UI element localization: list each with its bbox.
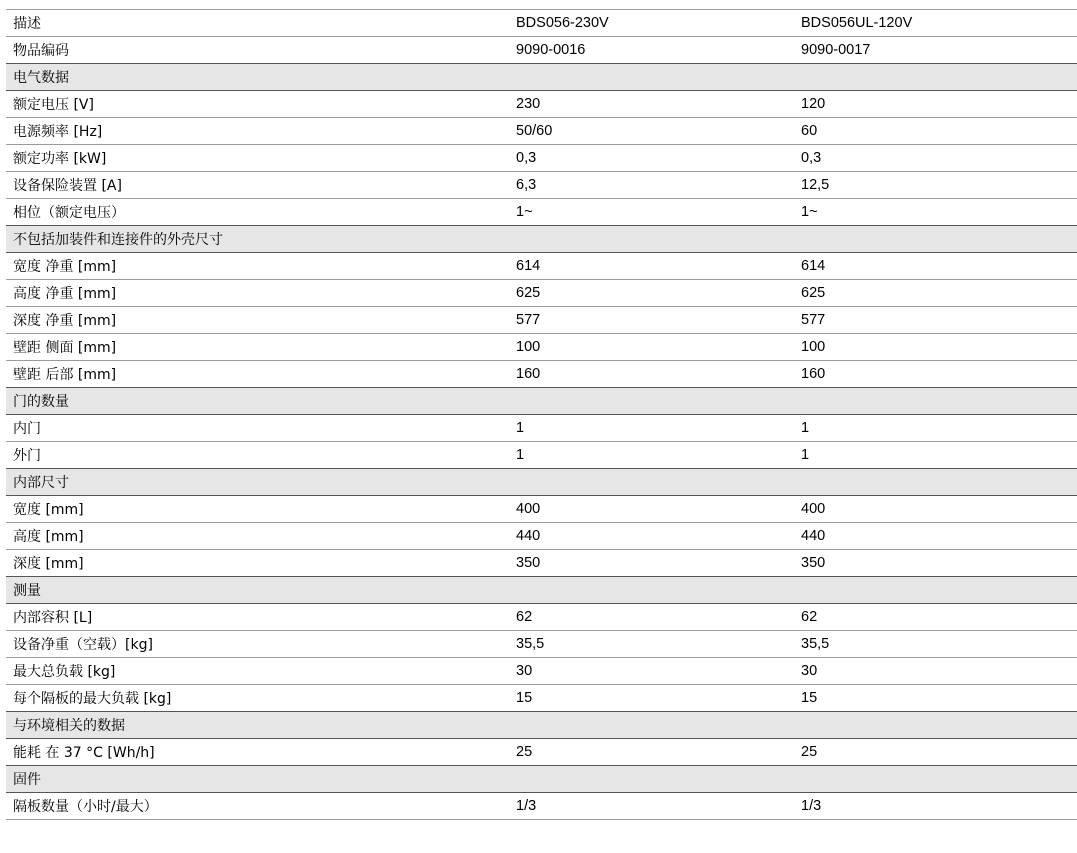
table-row (6, 145, 1077, 172)
row-value-230v: 50/60 (509, 118, 794, 145)
row-value-120v: 62 (794, 604, 1077, 631)
row-value-120v: 350 (794, 550, 1077, 577)
table-row (6, 685, 1077, 712)
row-value-230v: 9090-0016 (509, 37, 794, 64)
row-value-230v: 0,3 (509, 145, 794, 172)
row-value-230v: 350 (509, 550, 794, 577)
row-value-230v: 440 (509, 523, 794, 550)
table-row (6, 523, 1077, 550)
table-row (6, 91, 1077, 118)
table-row (6, 550, 1077, 577)
table-row (6, 658, 1077, 685)
table-row (6, 280, 1077, 307)
table-row (6, 739, 1077, 766)
section-header-row (6, 712, 1077, 739)
row-value-230v: 400 (509, 496, 794, 523)
section-title: 电气数据 (6, 64, 1077, 91)
row-label: 内门 (6, 415, 509, 442)
row-label: 深度 [mm] (6, 550, 509, 577)
row-label: 设备保险装置 [A] (6, 172, 509, 199)
section-title: 门的数量 (6, 388, 1077, 415)
header-description: 描述 (6, 10, 509, 37)
section-header-row (6, 64, 1077, 91)
row-value-120v: 15 (794, 685, 1077, 712)
row-value-120v: 625 (794, 280, 1077, 307)
row-value-120v: 60 (794, 118, 1077, 145)
row-value-230v: 25 (509, 739, 794, 766)
section-header-row (6, 577, 1077, 604)
row-label: 隔板数量（小时/最大） (6, 793, 509, 820)
row-value-120v: 1/3 (794, 793, 1077, 820)
row-value-120v: 1 (794, 442, 1077, 469)
row-value-230v: 1/3 (509, 793, 794, 820)
row-value-230v: 15 (509, 685, 794, 712)
section-title: 与环境相关的数据 (6, 712, 1077, 739)
row-value-230v: 100 (509, 334, 794, 361)
row-value-120v: 440 (794, 523, 1077, 550)
section-title: 内部尺寸 (6, 469, 1077, 496)
row-label: 物品编码 (6, 37, 509, 64)
row-value-120v: 614 (794, 253, 1077, 280)
table-row (6, 496, 1077, 523)
row-value-120v: 9090-0017 (794, 37, 1077, 64)
row-label: 每个隔板的最大负载 [kg] (6, 685, 509, 712)
table-row (6, 604, 1077, 631)
row-value-230v: 6,3 (509, 172, 794, 199)
row-label: 深度 净重 [mm] (6, 307, 509, 334)
table-row (6, 118, 1077, 145)
table-row (6, 442, 1077, 469)
table-row (6, 361, 1077, 388)
table-row (6, 793, 1077, 820)
row-label: 宽度 净重 [mm] (6, 253, 509, 280)
spec-table (6, 9, 1077, 820)
row-label: 高度 净重 [mm] (6, 280, 509, 307)
row-label: 能耗 在 37 °C [Wh/h] (6, 739, 509, 766)
row-value-120v: 400 (794, 496, 1077, 523)
table-row (6, 307, 1077, 334)
section-header-row (6, 766, 1077, 793)
row-value-230v: 577 (509, 307, 794, 334)
table-row (6, 253, 1077, 280)
row-value-230v: 614 (509, 253, 794, 280)
row-value-230v: 160 (509, 361, 794, 388)
row-value-230v: 62 (509, 604, 794, 631)
row-label: 壁距 后部 [mm] (6, 361, 509, 388)
row-value-120v: 1~ (794, 199, 1077, 226)
row-value-230v: 230 (509, 91, 794, 118)
spec-table-body (6, 10, 1077, 820)
row-label: 额定电压 [V] (6, 91, 509, 118)
row-label: 宽度 [mm] (6, 496, 509, 523)
section-header-row (6, 388, 1077, 415)
row-value-230v: 1 (509, 442, 794, 469)
row-value-230v: 1~ (509, 199, 794, 226)
row-label: 相位（额定电压） (6, 199, 509, 226)
row-label: 壁距 侧面 [mm] (6, 334, 509, 361)
section-title: 测量 (6, 577, 1077, 604)
table-row (6, 631, 1077, 658)
table-row (6, 172, 1077, 199)
row-value-120v: 120 (794, 91, 1077, 118)
table-row (6, 334, 1077, 361)
row-value-120v: 35,5 (794, 631, 1077, 658)
row-label: 电源频率 [Hz] (6, 118, 509, 145)
section-title: 固件 (6, 766, 1077, 793)
table-header-row (6, 10, 1077, 37)
section-header-row (6, 226, 1077, 253)
row-label: 设备净重（空载）[kg] (6, 631, 509, 658)
section-header-row (6, 469, 1077, 496)
row-value-120v: 12,5 (794, 172, 1077, 199)
row-label: 高度 [mm] (6, 523, 509, 550)
table-row (6, 415, 1077, 442)
row-label: 外门 (6, 442, 509, 469)
row-label: 内部容积 [L] (6, 604, 509, 631)
row-label: 最大总负载 [kg] (6, 658, 509, 685)
section-title: 不包括加装件和连接件的外壳尺寸 (6, 226, 1077, 253)
row-value-120v: 1 (794, 415, 1077, 442)
row-value-120v: 0,3 (794, 145, 1077, 172)
row-value-230v: 625 (509, 280, 794, 307)
row-label: 额定功率 [kW] (6, 145, 509, 172)
row-value-120v: 25 (794, 739, 1077, 766)
row-value-230v: 35,5 (509, 631, 794, 658)
table-row (6, 199, 1077, 226)
header-model-120v: BDS056UL-120V (794, 10, 1077, 37)
header-model-230v: BDS056-230V (509, 10, 794, 37)
row-value-120v: 30 (794, 658, 1077, 685)
row-value-120v: 100 (794, 334, 1077, 361)
table-row (6, 37, 1077, 64)
row-value-120v: 577 (794, 307, 1077, 334)
row-value-230v: 30 (509, 658, 794, 685)
row-value-230v: 1 (509, 415, 794, 442)
row-value-120v: 160 (794, 361, 1077, 388)
